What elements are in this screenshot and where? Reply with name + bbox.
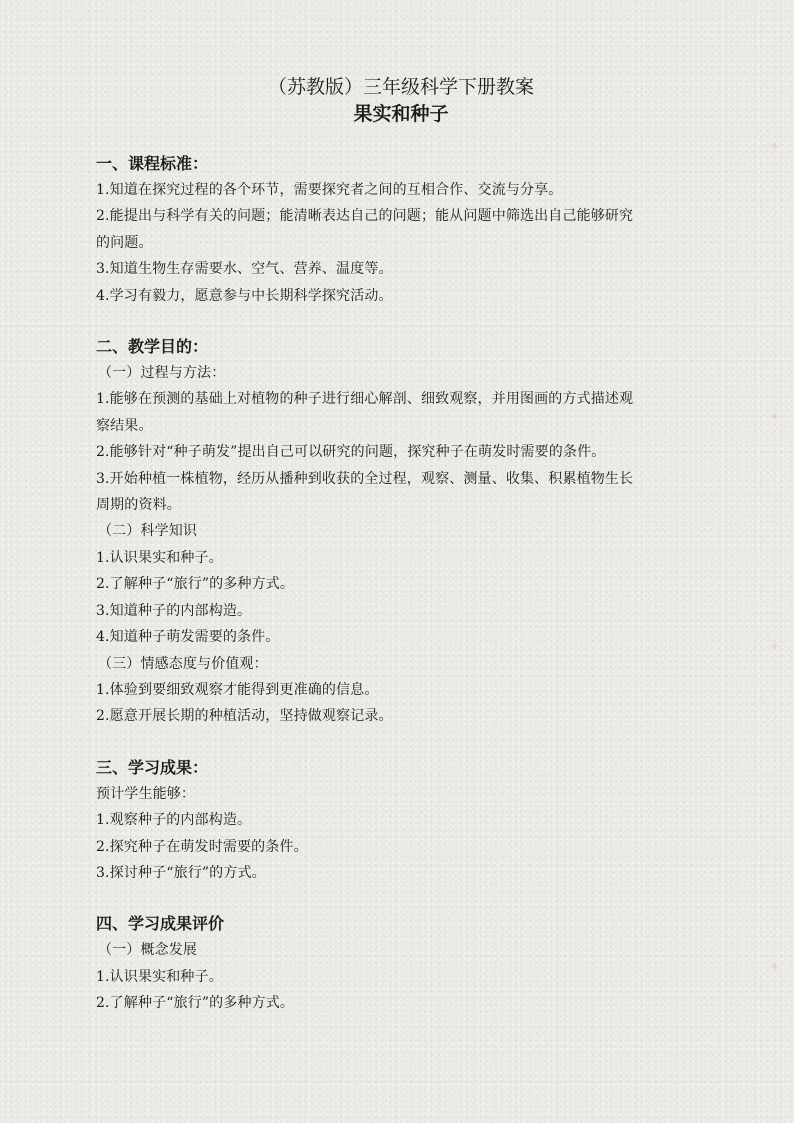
paragraph-line: 预计学生能够：: [96, 785, 196, 802]
section-outcome-evaluation: [96, 910, 706, 1016]
section-curriculum-standards: [96, 150, 706, 309]
section-heading: 三、学习成果：: [96, 757, 209, 777]
subsection-heading: （三）情感态度与价值观：: [98, 655, 268, 672]
paragraph-line: 2.探究种子在萌发时需要的条件。: [96, 838, 308, 855]
paragraph-line: 1.能够在预测的基础上对植物的种子进行细心解剖、细致观察，并用图画的方式描述观: [96, 391, 634, 408]
paragraph-line: 4.知道种子萌发需要的条件。: [96, 629, 280, 646]
subsection-heading: （一）概念发展: [98, 942, 198, 959]
paragraph-line: 2.了解种子“旅行”的多种方式。: [96, 576, 295, 593]
paragraph-line: 2.能提出与科学有关的问题；能清晰表达自己的问题；能从问题中筛选出自己能够研究: [96, 208, 634, 225]
paragraph-line: 2.了解种子“旅行”的多种方式。: [96, 995, 295, 1012]
paragraph-line: 的问题。: [96, 234, 153, 251]
paragraph-line: 察结果。: [96, 417, 153, 434]
paragraph-line: 4.学习有毅力，愿意参与中长期科学探究活动。: [96, 287, 393, 304]
watermark-icon: ✦: [769, 640, 780, 655]
section-teaching-objectives: [96, 333, 706, 730]
paragraph-line: 3.知道生物生存需要水、空气、营养、温度等。: [96, 261, 393, 278]
paragraph-line: 1.认识果实和种子。: [96, 549, 223, 566]
paragraph-line: 周期的资料。: [96, 497, 181, 514]
document-page: [96, 74, 706, 1041]
watermark-icon: ✦: [769, 410, 780, 425]
document-subtitle: 果实和种子: [353, 103, 449, 125]
document-title: （苏教版）三年级科学下册教案: [267, 76, 534, 98]
watermark-icon: ✦: [769, 960, 780, 975]
paragraph-line: 3.探讨种子“旅行”的方式。: [96, 864, 266, 881]
paragraph-line: 3.开始种植一株植物，经历从播种到收获的全过程，观察、测量、收集、积累植物生长: [96, 470, 634, 487]
paragraph-line: 1.观察种子的内部构造。: [96, 812, 252, 829]
paragraph-line: 2.能够针对“种子萌发”提出自己可以研究的问题，探究种子在萌发时需要的条件。: [96, 444, 606, 461]
watermark-icon: ✦: [769, 140, 780, 155]
section-heading: 一、课程标准：: [96, 154, 209, 173]
paragraph-line: 1.体验到要细致观察才能得到更准确的信息。: [96, 681, 379, 698]
paragraph-line: 1.认识果实和种子。: [96, 968, 223, 985]
paragraph-line: 3.知道种子的内部构造。: [96, 602, 252, 619]
section-heading: 二、教学目的：: [96, 337, 209, 357]
subsection-heading: （一）过程与方法：: [98, 365, 226, 382]
subsection-heading: （二）科学知识: [98, 523, 198, 540]
paragraph-line: 1.知道在探究过程的各个环节，需要探究者之间的互相合作、交流与分享。: [96, 182, 563, 198]
paragraph-line: 2.愿意开展长期的种植活动，坚持做观察记录。: [96, 708, 393, 725]
section-heading: 四、学习成果评价: [96, 914, 225, 934]
section-learning-outcomes: [96, 754, 706, 887]
